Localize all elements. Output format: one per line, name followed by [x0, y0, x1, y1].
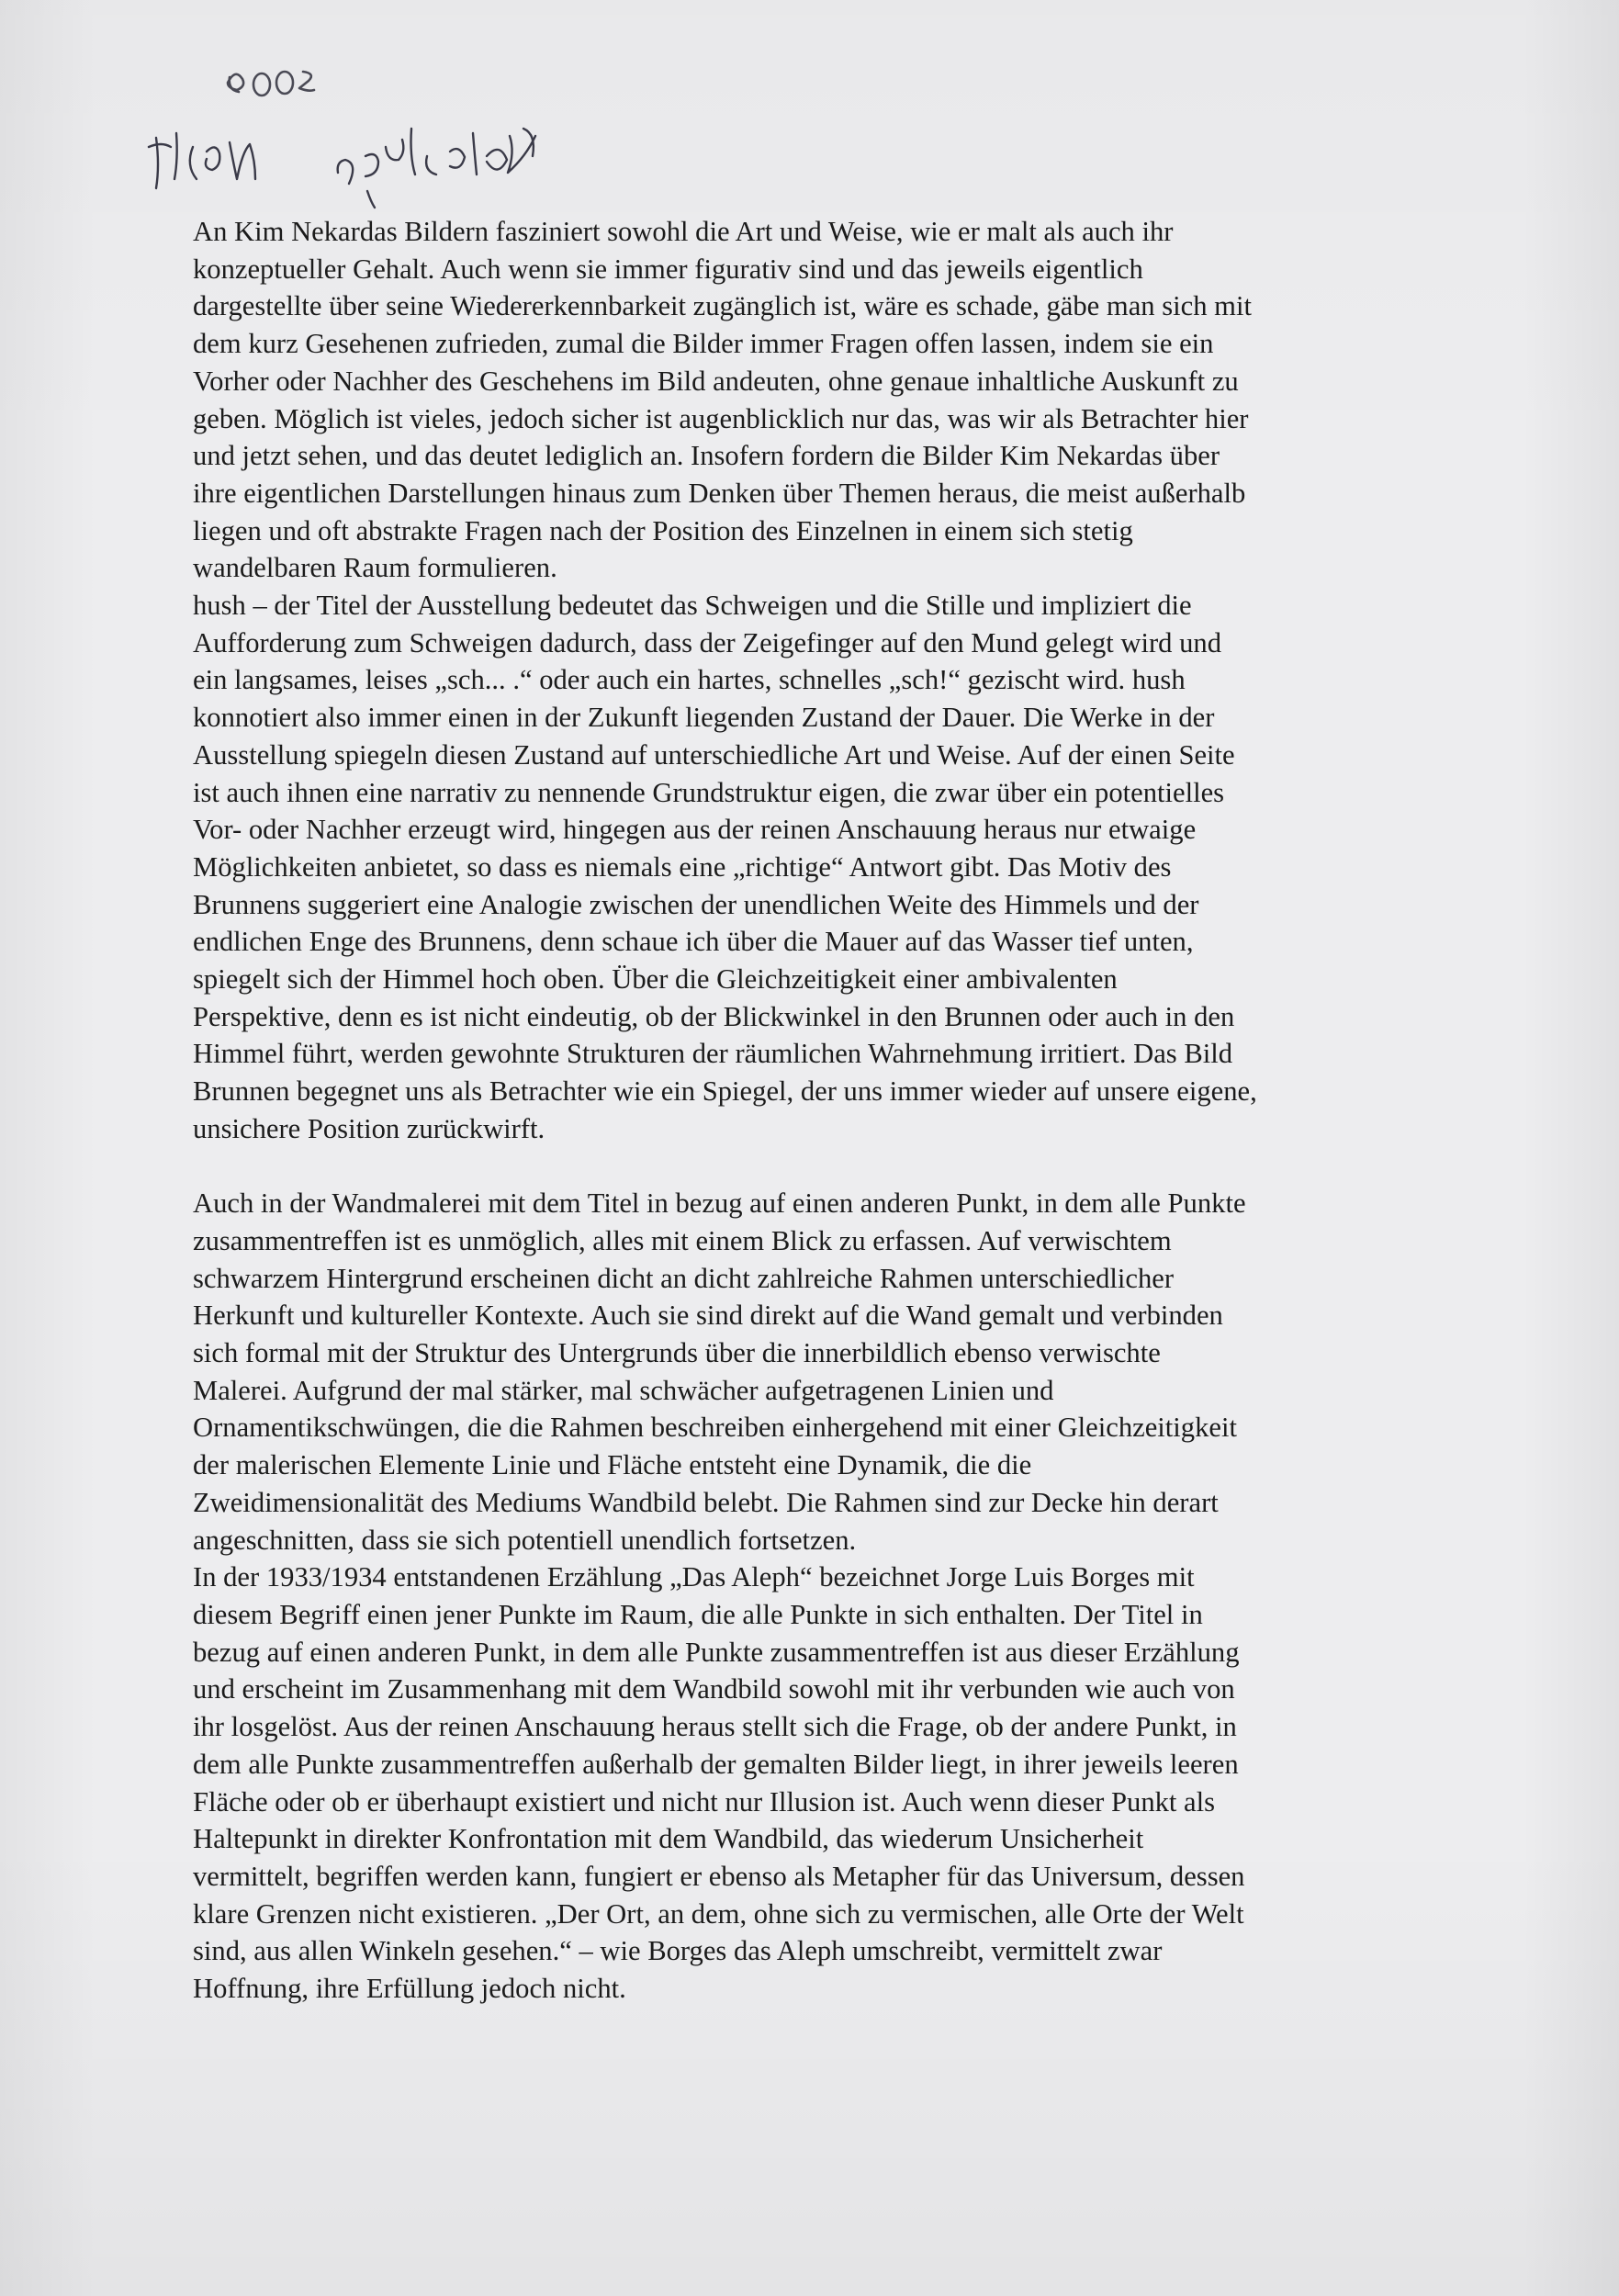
- handwritten-signature: [149, 129, 535, 208]
- paragraph-hush: hush – der Titel der Ausstellung bedeutet das Schweigen und die Stille und impliziert die Aufforderung zum Schweigen dadurch, dass der Zeigefinger auf den Mund gelegt wird und ein langsames, leises „sch... .“ oder auch ein hartes, schnelles „sch!“ gezischt wird. hush konnotiert also immer einen in der Zukunft liegenden Zustand der Dauer. Die Werke in der Ausstellung spiegeln diesen Zustand auf unterschiedliche Art und Weise. Auf der einen Seite ist auch ihnen eine narrativ zu nennende Grundstruktur eigen, die zwar über ein potentielles Vor- oder Nachher erzeugt wird, hingegen aus der reinen Anschauung heraus nur etwaige Möglichkeiten anbietet, so dass es niemals eine „richtige“ Antwort gibt. Das Motiv des Brunnens suggeriert eine Analogie zwischen der unendlichen Weite des Himmels und der endlichen Enge des Brunnens, denn schaue ich über die Mauer auf das Wasser tief unten, spiegelt sich der Himmel hoch oben. Über die Gleichzeitigkeit einer ambivalenten Perspektive, denn es ist nicht eindeutig, ob der Blickwinkel in den Brunnen oder auch in den Himmel führt, werden gewohnte Strukturen der räumlichen Wahrnehmung irritiert. Das Bild Brunnen begegnet uns als Betrachter wie ein Spiegel, der uns immer wieder auf unsere eigene, unsichere Position zurückwirft.: [193, 590, 1257, 1144]
- paragraph-aleph: In der 1933/1934 entstandenen Erzählung „Das Aleph“ bezeichnet Jorge Luis Borges mit diesem Begriff einen jener Punkte im Raum, die alle Punkte in sich enthalten. Der Titel in bezug auf einen anderen Punkt, in dem alle Punkte zusammentreffen ist aus dieser Erzählung und erscheint im Zusammenhang mit dem Wandbild sowohl mit ihr verbunden wie auch von ihr losgelöst. Aus der reinen Anschauung heraus stellt sich die Frage, ob der andere Punkt, in dem alle Punkte zusammentreffen außerhalb der gemalten Bilder liegt, in ihrer jeweils leeren Fläche oder ob er überhaupt existiert und nicht nur Illusion ist. Auch wenn dieser Punkt als Haltepunkt in direkter Konfrontation mit dem Wandbild, das wiederum Unsicherheit vermittelt, begriffen werden kann, fungiert er ebenso als Metapher für das Universum, dessen klare Grenzen nicht existieren. „Der Ort, an dem, ohne sich zu vermischen, alle Orte der Welt sind, aus allen Winkeln gesehen.“ – wie Borges das Aleph umschreibt, vermittelt zwar Hoffnung, ihre Erfüllung jedoch nicht.: [193, 1561, 1245, 2005]
- handwritten-year: [228, 72, 314, 96]
- paragraph-wandmalerei: Auch in der Wandmalerei mit dem Titel in bezug auf einen anderen Punkt, in dem alle Punkte zusammentreffen ist es unmöglich, alles mit einem Blick zu erfassen. Auf verwischtem schwarzem Hintergrund erscheinen dicht an dicht zahlreiche Rahmen unterschiedlicher Herkunft und kultureller Kontexte. Auch sie sind direkt auf die Wand gemalt und verbinden sich formal mit der Struktur des Untergrunds über die innerbildlich ebenso verwischte Malerei. Aufgrund der mal stärker, mal schwächer aufgetragenen Linien und Ornamentikschwüngen, die die Rahmen beschreiben einhergehend mit einer Gleichzeitigkeit der malerischen Elemente Linie und Fläche entsteht eine Dynamik, die die Zweidimensionalität des Mediums Wandbild belebt. Die Rahmen sind zur Decke hin derart angeschnitten, dass sie sich potentiell unendlich fortsetzen.: [193, 1187, 1246, 1556]
- paragraph-spacer: [193, 1148, 1451, 1186]
- article-body: [193, 213, 1451, 2008]
- handwriting-drawing: [119, 37, 689, 211]
- paragraph-intro: An Kim Nekardas Bildern fasziniert sowohl die Art und Weise, wie er malt als auch ihr konzeptueller Gehalt. Auch wenn sie immer figurativ sind und das jeweils eigentlich dargestellte über seine Wiedererkennbarkeit zugänglich ist, wäre es schade, gäbe man sich mit dem kurz Gesehenen zufrieden, zumal die Bilder immer Fragen offen lassen, indem sie ein Vorher oder Nachher des Geschehens im Bild andeuten, ohne genaue inhaltliche Auskunft zu geben. Möglich ist vieles, jedoch sicher ist augenblicklich nur das, was wir als Betrachter hier und jetzt sehen, und das deutet lediglich an. Insofern fordern die Bilder Kim Nekardas über ihre eigentlichen Darstellungen hinaus zum Denken über Themen heraus, die meist außerhalb liegen und oft abstrakte Fragen nach der Position des Einzelnen in einem sich stetig wandelbaren Raum formulieren.: [193, 216, 1252, 584]
- handwritten-annotation: [119, 37, 689, 211]
